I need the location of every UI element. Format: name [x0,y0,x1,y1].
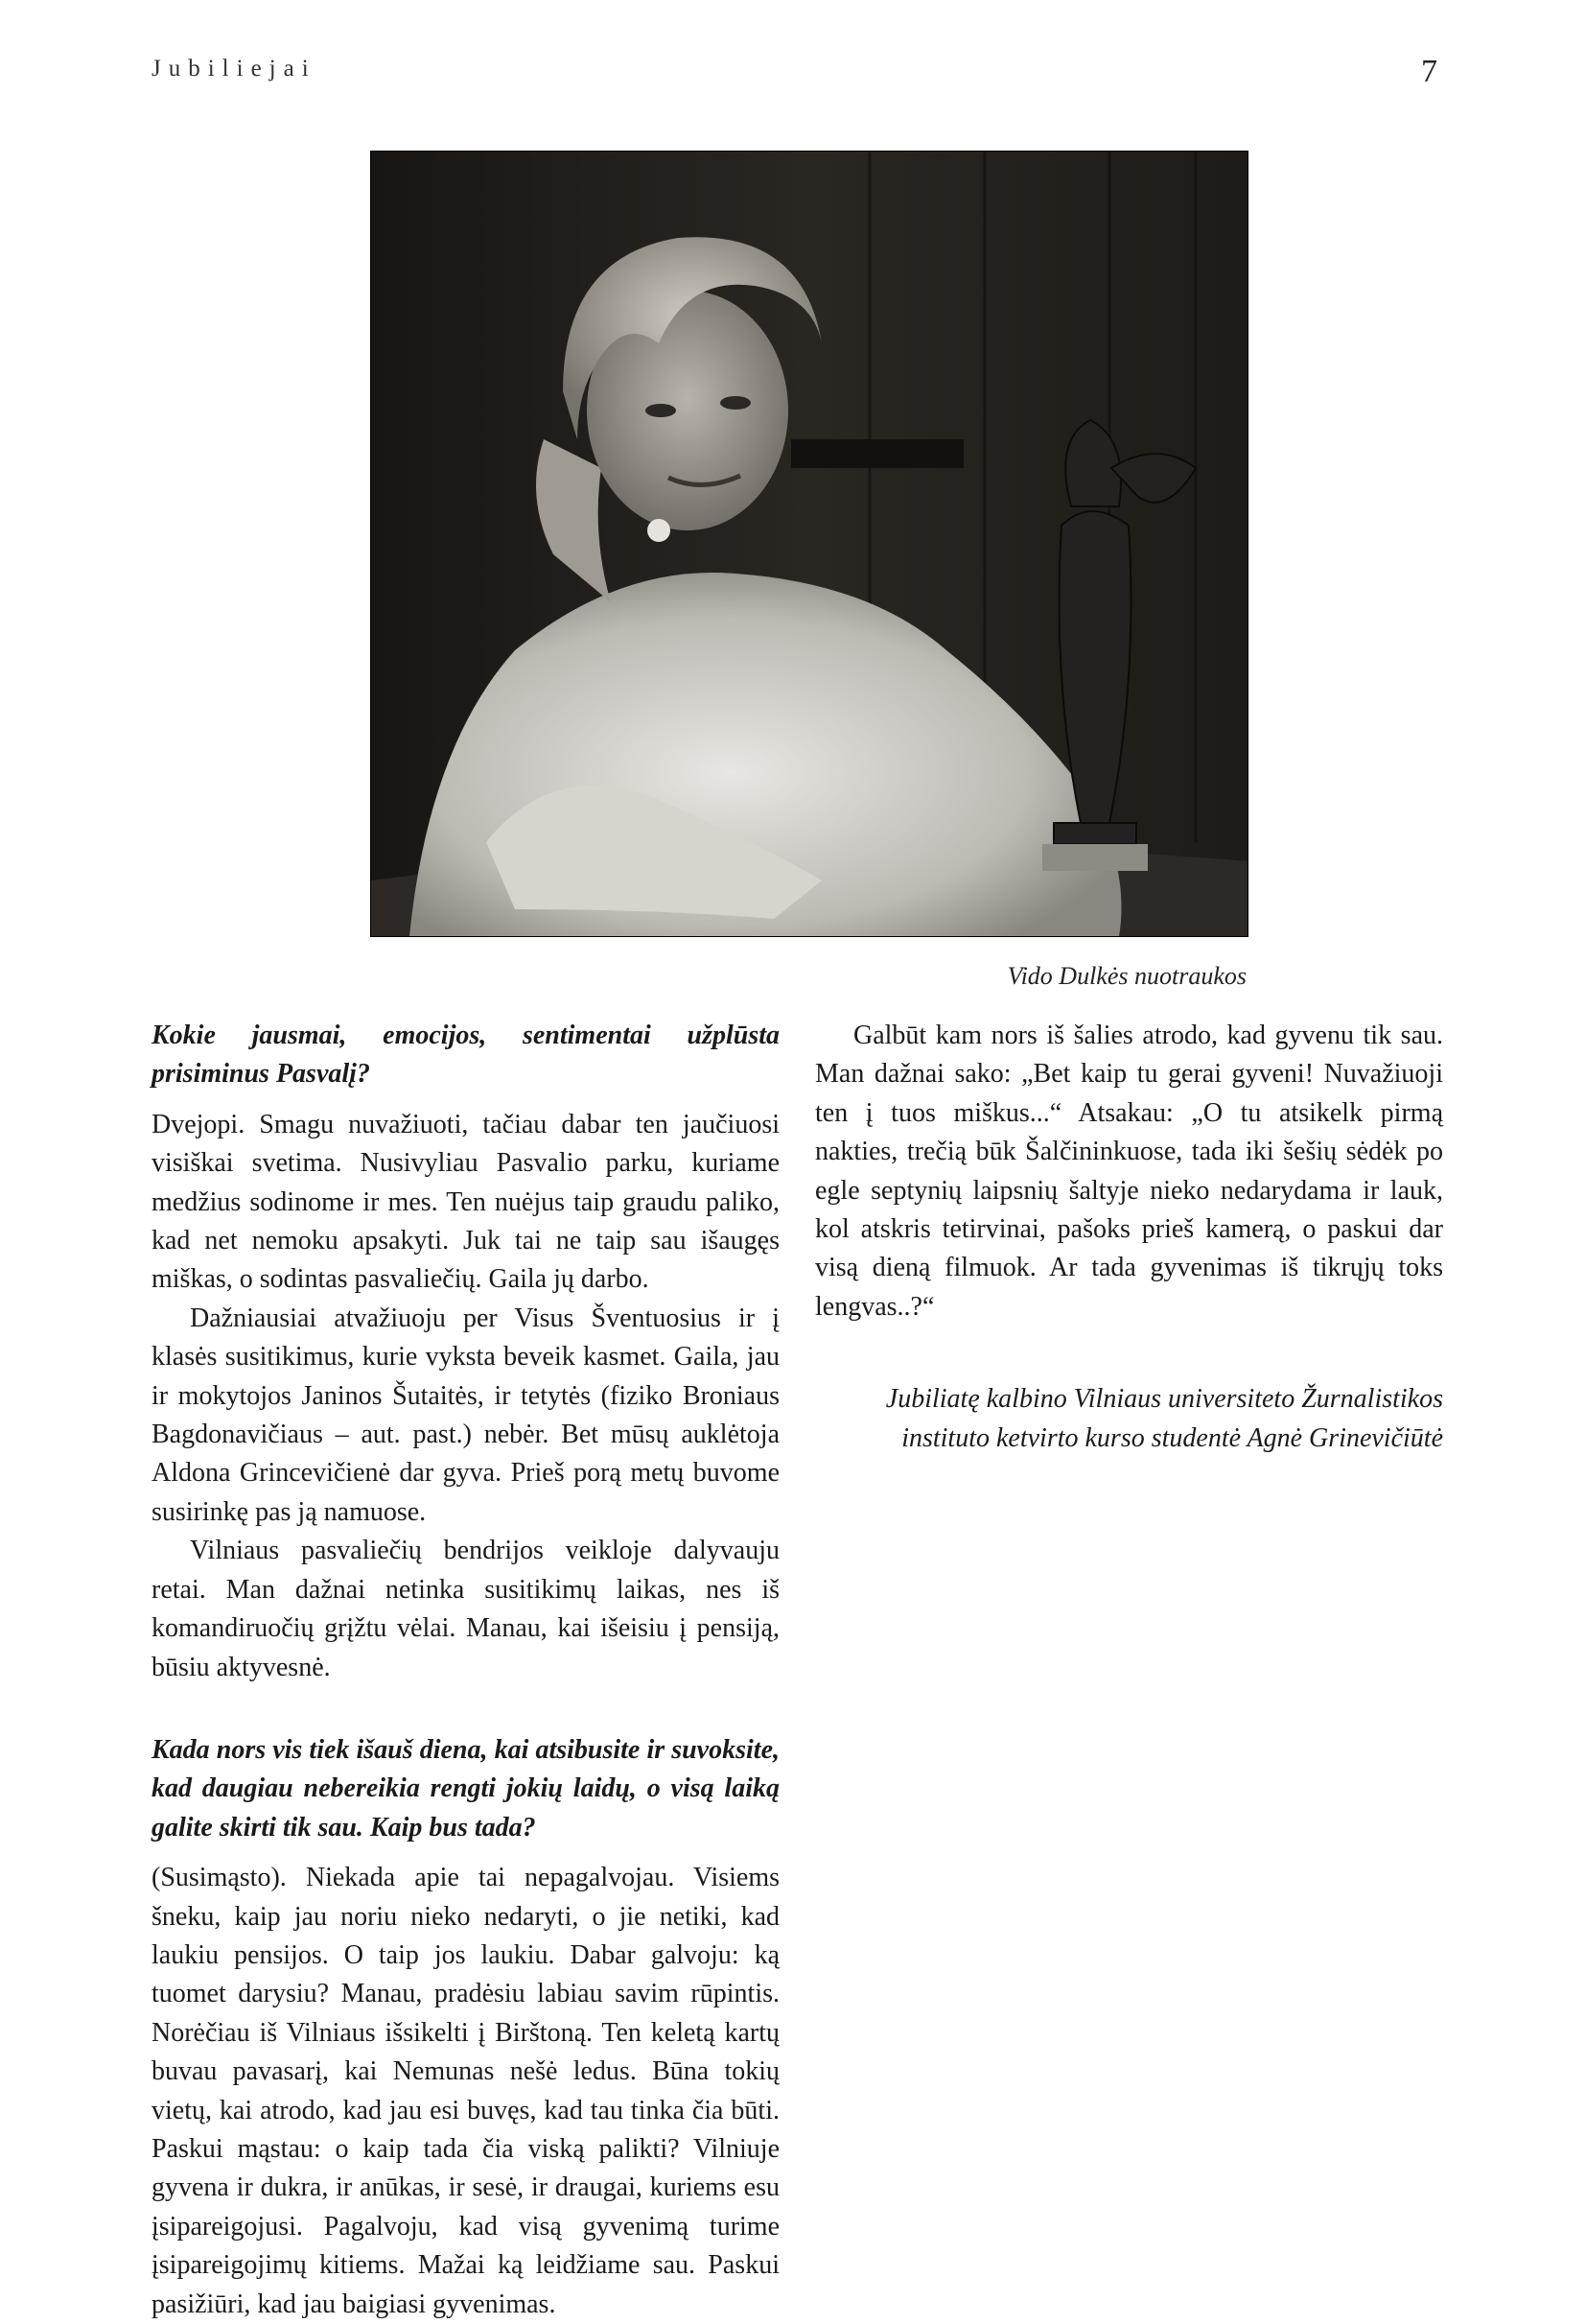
portrait-photo-illustration [371,152,1248,936]
answer-paragraph: Dažniausiai atvažiuoju per Visus Šventuosius ir į klasės susitikimus, kurie vyksta beveik kasmet. Gaila, jau ir mokytojos Janinos Šutaitės, ir tetytės (fiziko Broniaus Bagdonavičiaus – aut. past.) nebėr. Bet mūsų auklėtoja Aldona Grincevičienė dar gyva. Prieš porą metų buvome susirinkę pas ją namuose. [152,1303,780,1527]
article-column-left [152,1017,780,2324]
author-signature [815,1380,1443,1458]
answer-paragraph: Galbūt kam nors iš šalies atrodo, kad gyvenu tik sau. Man dažnai sako: „Bet kaip tu gerai gyveni! Nuvažiuoji ten į tuos miškus...“ Atsakau: „O tu atsikelk pirmą nakties, trečią būk Šalčininkuose, tada iki šešių sėdėk po egle septynių laipsnių šaltyje nieko nedarydama ir lauk, kol atskris tetirvinai, pašoks prieš kamerą, o paskui dar visą dieną filmuok. Ar tada gyvenimas iš tikrųjų toks lengvas..?“ [815,1021,1443,1322]
portrait-photo [370,151,1248,937]
answer-paragraph: (Susimąsto). Niekada apie tai nepagalvojau. Visiems šneku, kaip jau noriu nieko nedaryti, o jie netiki, kad laukiu pensijos. O taip jos laukiu. Dabar galvoju: ką tuomet darysiu? Manau, pradėsiu labiau savim rūpintis. Norėčiau iš Vilniaus išsikelti į Birštoną. Ten keletą kartų buvau pavasarį, kai Nemunas nešė ledus. Būna tokių vietų, kai atrodo, kad jau esi buvęs, kad tau tinka čia būti. Paskui mąstau: o kaip tada čia viską palikti? Vilniuje gyvena ir dukra, ir anūkas, ir sesė, ir draugai, kuriems esu įsipareigojusi. Pagalvoju, kad visą gyvenimą turime įsipareigojimų kitiems. Mažai ką leidžiame sau. Paskui pasižiūri, kad jau baigiasi gyvenimas. [152,1863,780,2319]
article-column-right [815,1017,1443,1458]
interview-question-2: Kada nors vis tiek išauš diena, kai atsibusite ir suvoksite, kad daugiau nebereikia rengti jokių laidų, o visą laiką galite skirti tik sau. Kaip bus tada? [152,1734,780,1843]
answer-paragraph: Dvejopi. Smagu nuvažiuoti, tačiau dabar ten jaučiuosi visiškai svetima. Nusivyliau Pasvalio parku, kuriame medžius sodinome ir mes. Ten nuėjus taip graudu paliko, kad net nemoku apsakyti. Juk tai ne taip sau išaugęs miškas, o sodintas pasvaliečių. Gaila jų darbo. [152,1109,780,1295]
page-number: 7 [1421,54,1437,89]
answer-paragraph: Vilniaus pasvaliečių bendrijos veikloje dalyvauju retai. Man dažnai netinka susitikimų laikas, nes iš komandiruočių grįžtu vėlai. Manau, kai išeisiu į pensiją, būsiu aktyvesnė. [152,1536,780,1682]
signature-line: Jubiliatę kalbino Vilniaus universiteto Žurnalistikos [885,1384,1443,1415]
interview-question-1: Kokie jausmai, emocijos, sentimentai užplūsta prisiminus Pasvalį? [152,1021,780,1090]
signature-line: instituto ketvirto kurso studentė Agnė Grinevičiūtė [901,1422,1443,1453]
photo-credit: Vido Dulkės nuotraukos [1007,962,1247,990]
running-head: Jubiliejai [152,56,316,82]
